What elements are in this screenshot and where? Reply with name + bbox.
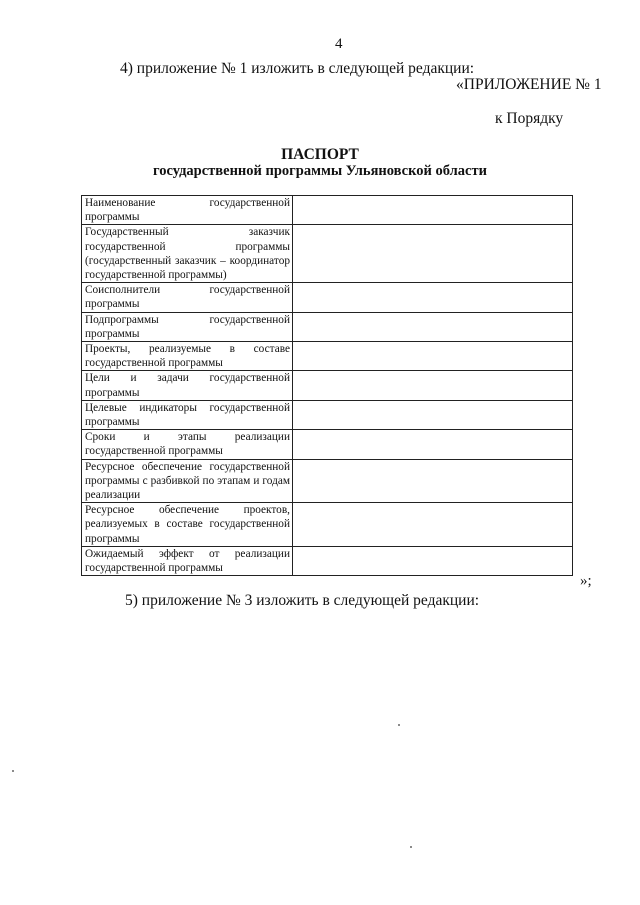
row-label: Целевые индикаторы государственной программы <box>82 400 293 429</box>
row-value <box>293 225 573 283</box>
row-value <box>293 503 573 547</box>
row-label: Государственный заказчик государственной программы (государственный заказчик – координатор государственной программы) <box>82 225 293 283</box>
document-subtitle: государственной программы Ульяновской области <box>153 163 487 179</box>
amendment-item-5: 5) приложение № 3 изложить в следующей редакции: <box>125 592 480 609</box>
appendix-label: «ПРИЛОЖЕНИЕ № 1 <box>456 76 602 93</box>
row-label: Цели и задачи государственной программы <box>82 371 293 400</box>
row-label: Соисполнители государственной программы <box>82 283 293 312</box>
table-row <box>82 283 573 312</box>
table-row <box>82 225 573 283</box>
passport-table <box>81 195 573 576</box>
row-label: Ресурсное обеспечение государственной программы с разбивкой по этапам и годам реализации <box>82 459 293 503</box>
row-label: Сроки и этапы реализации государственной программы <box>82 430 293 459</box>
table-row <box>82 312 573 341</box>
table-row <box>82 371 573 400</box>
table-row <box>82 342 573 371</box>
row-value <box>293 459 573 503</box>
scan-speck <box>410 846 412 848</box>
amendment-item-4: 4) приложение № 1 изложить в следующей редакции: <box>120 60 475 77</box>
table-row <box>82 503 573 547</box>
row-label: Проекты, реализуемые в составе государственной программы <box>82 342 293 371</box>
row-value <box>293 342 573 371</box>
row-value <box>293 430 573 459</box>
appendix-reference: к Порядку <box>495 110 564 127</box>
row-label: Ожидаемый эффект от реализации государственной программы <box>82 546 293 575</box>
table-row <box>82 430 573 459</box>
row-value <box>293 196 573 225</box>
page-number: 4 <box>335 36 343 52</box>
table-row <box>82 546 573 575</box>
row-value <box>293 283 573 312</box>
table-row <box>82 459 573 503</box>
row-value <box>293 546 573 575</box>
closing-quote: »; <box>580 573 592 589</box>
row-label: Наименование государственной программы <box>82 196 293 225</box>
table-row <box>82 196 573 225</box>
row-value <box>293 312 573 341</box>
row-label: Подпрограммы государственной программы <box>82 312 293 341</box>
row-value <box>293 400 573 429</box>
scan-speck <box>398 724 400 726</box>
table-row <box>82 400 573 429</box>
row-label: Ресурсное обеспечение проектов, реализуемых в составе государственной программы <box>82 503 293 547</box>
scan-speck <box>12 770 14 772</box>
row-value <box>293 371 573 400</box>
document-title: ПАСПОРТ <box>281 146 359 163</box>
